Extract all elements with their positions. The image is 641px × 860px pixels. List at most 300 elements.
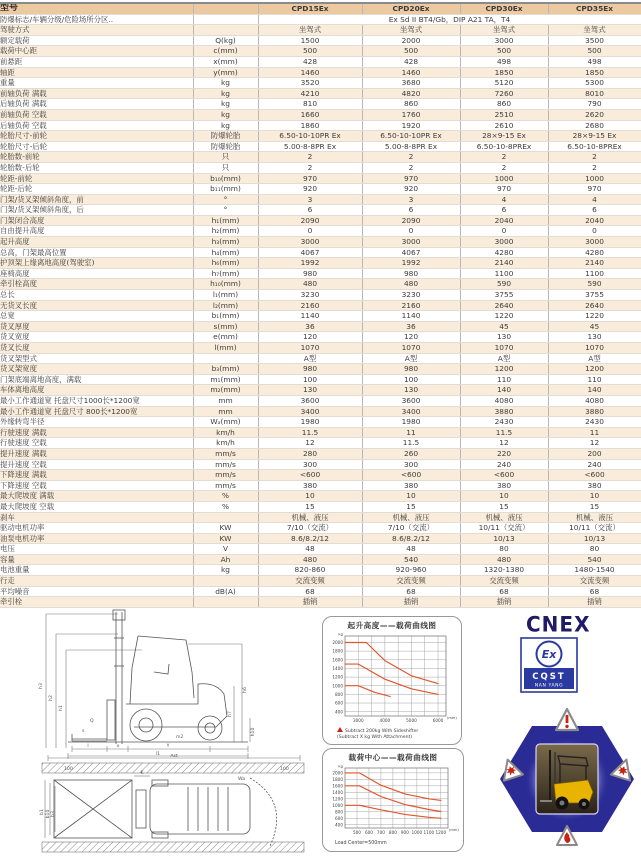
spec-value: 6 bbox=[548, 205, 641, 216]
hazard-hexagon-graphic bbox=[492, 704, 641, 854]
dim-label-s: s bbox=[82, 728, 85, 734]
spec-unit: kg bbox=[193, 78, 258, 89]
spec-value: 8010 bbox=[548, 88, 641, 99]
cqst-text: CQST bbox=[532, 671, 566, 682]
spec-value: 110 bbox=[548, 374, 641, 385]
spec-value: 500 bbox=[362, 46, 460, 57]
spec-row bbox=[0, 109, 641, 120]
spec-value: 1500 bbox=[258, 35, 362, 46]
spec-value: 5.00-8-8PR Ex bbox=[258, 141, 362, 152]
svg-text:700: 700 bbox=[376, 829, 385, 835]
spec-value: 36 bbox=[362, 321, 460, 332]
spec-value: 28×9-15 Ex bbox=[460, 131, 548, 142]
spec-value: 45 bbox=[460, 321, 548, 332]
spec-row bbox=[0, 162, 641, 173]
spec-table bbox=[0, 2, 641, 608]
spec-unit: km/h bbox=[193, 427, 258, 438]
spec-unit: mm/s bbox=[193, 459, 258, 470]
spec-value: 插销 bbox=[258, 597, 362, 608]
svg-text:1000: 1000 bbox=[332, 802, 343, 808]
model-name-cpd15ex: CPD15Ex bbox=[258, 3, 362, 14]
spec-value: 590 bbox=[548, 279, 641, 290]
spec-value: 300 bbox=[258, 459, 362, 470]
spec-value: 1460 bbox=[258, 67, 362, 78]
spec-value: 3880 bbox=[460, 406, 548, 417]
spec-value: 68 bbox=[460, 586, 548, 597]
model-name-cpd35ex: CPD35Ex bbox=[548, 3, 641, 14]
spec-value: 980 bbox=[258, 364, 362, 375]
spec-value: 插销 bbox=[548, 597, 641, 608]
spec-value: 2510 bbox=[460, 109, 548, 120]
spec-unit: Wₐ(mm) bbox=[193, 417, 258, 428]
spec-row bbox=[0, 459, 641, 470]
spec-value: 3755 bbox=[548, 290, 641, 301]
spec-value: 970 bbox=[258, 173, 362, 184]
spec-unit: Q(kg) bbox=[193, 35, 258, 46]
spec-value: 920-960 bbox=[362, 565, 460, 576]
spec-label: 后轴负荷 满载 bbox=[0, 99, 193, 110]
dim-label-h1: h1 bbox=[59, 704, 64, 711]
spec-value: 2430 bbox=[548, 417, 641, 428]
spec-value: 6 bbox=[362, 205, 460, 216]
spec-value: 机械、液压 bbox=[362, 512, 460, 523]
spec-value: 3880 bbox=[548, 406, 641, 417]
spec-label: 最小工作通道宽 托盘尺寸 800长*1200宽 bbox=[0, 406, 193, 417]
spec-unit: V bbox=[193, 544, 258, 555]
spec-value: 480 bbox=[362, 279, 460, 290]
spec-label: 前悬距 bbox=[0, 56, 193, 67]
spec-row bbox=[0, 131, 641, 142]
spec-label: 外缘转弯半径 bbox=[0, 417, 193, 428]
spec-value: 1200 bbox=[460, 364, 548, 375]
spec-label: 护顶架上缘离地高度(驾驶室) bbox=[0, 258, 193, 269]
spec-value: 1000 bbox=[548, 173, 641, 184]
spec-label: 载荷中心距 bbox=[0, 46, 193, 57]
spec-row bbox=[0, 406, 641, 417]
spec-value: 100 bbox=[258, 374, 362, 385]
spec-label: 门架/货叉架倾斜角度，前 bbox=[0, 194, 193, 205]
spec-unit bbox=[193, 576, 258, 587]
spec-unit: % bbox=[193, 491, 258, 502]
spec-label: 行走 bbox=[0, 576, 193, 587]
spec-unit: 防爆轮胎 bbox=[193, 131, 258, 142]
spec-label: 起升高度 bbox=[0, 237, 193, 248]
svg-text:600: 600 bbox=[364, 829, 373, 835]
spec-unit: kg bbox=[193, 120, 258, 131]
spec-value: 1992 bbox=[362, 258, 460, 269]
spec-value: 交流变频 bbox=[362, 576, 460, 587]
spec-unit: 防爆轮胎 bbox=[193, 141, 258, 152]
svg-text:5000: 5000 bbox=[406, 717, 417, 723]
spec-value: 3680 bbox=[362, 78, 460, 89]
spec-unit: h₄(mm) bbox=[193, 247, 258, 258]
spec-value: 3600 bbox=[258, 395, 362, 406]
spec-value: 坐驾式 bbox=[460, 25, 548, 36]
spec-value: 4067 bbox=[362, 247, 460, 258]
spec-value: 790 bbox=[548, 99, 641, 110]
svg-text:2000: 2000 bbox=[332, 770, 343, 776]
spec-value: 8.6/8.2/12 bbox=[362, 533, 460, 544]
spec-value: 2 bbox=[258, 152, 362, 163]
spec-unit: mm/s bbox=[193, 470, 258, 481]
spec-value: 0 bbox=[258, 226, 362, 237]
svg-text:1000: 1000 bbox=[332, 683, 343, 689]
spec-value: 交流变频 bbox=[258, 576, 362, 587]
spec-unit: m₁(mm) bbox=[193, 374, 258, 385]
spec-table-body bbox=[0, 14, 641, 607]
spec-unit: l₂(mm) bbox=[193, 300, 258, 311]
chart1-note-line1: Subtract 200kg With Sideshifter bbox=[345, 728, 419, 734]
spec-value: 2 bbox=[460, 162, 548, 173]
spec-value: 12 bbox=[258, 438, 362, 449]
spec-row bbox=[0, 586, 641, 597]
spec-label: 自由提升高度 bbox=[0, 226, 193, 237]
spec-unit: h₃(mm) bbox=[193, 237, 258, 248]
lift-height-load-chart-box bbox=[322, 616, 462, 745]
spec-row bbox=[0, 448, 641, 459]
spec-unit: Ah bbox=[193, 554, 258, 565]
spec-value: 6.50-10-10PR Ex bbox=[362, 131, 460, 142]
spec-value: 540 bbox=[548, 554, 641, 565]
spec-value: 机械、液压 bbox=[548, 512, 641, 523]
spec-value: <600 bbox=[258, 470, 362, 481]
spec-label: 货叉宽度 bbox=[0, 332, 193, 343]
spec-row bbox=[0, 321, 641, 332]
spec-value: 130 bbox=[258, 385, 362, 396]
svg-text:600: 600 bbox=[335, 700, 343, 706]
spec-value: 4280 bbox=[460, 247, 548, 258]
svg-text:1400: 1400 bbox=[332, 789, 343, 795]
svg-text:1800: 1800 bbox=[332, 648, 343, 654]
svg-text:(mm): (mm) bbox=[447, 715, 457, 720]
dim-label-h6: h6 bbox=[243, 686, 248, 693]
spec-value: 970 bbox=[548, 184, 641, 195]
spec-unit: dB(A) bbox=[193, 586, 258, 597]
spec-value: 3 bbox=[258, 194, 362, 205]
spec-value: 11 bbox=[548, 427, 641, 438]
spec-value: 0 bbox=[548, 226, 641, 237]
spec-value: 1220 bbox=[460, 311, 548, 322]
spec-row bbox=[0, 78, 641, 89]
spec-unit bbox=[193, 597, 258, 608]
spec-value: 130 bbox=[362, 385, 460, 396]
dim-label-b1: b1 bbox=[40, 808, 45, 815]
spec-value: 280 bbox=[258, 448, 362, 459]
spec-label: 轮距-后轮 bbox=[0, 184, 193, 195]
spec-unit: kg bbox=[193, 109, 258, 120]
spec-value: 380 bbox=[548, 480, 641, 491]
spec-value: 6.50-10-8PREx bbox=[460, 141, 548, 152]
spec-value: 1660 bbox=[258, 109, 362, 120]
nan-yang-text: NAN YANG bbox=[534, 683, 564, 689]
spec-value: 8.6/8.2/12 bbox=[258, 533, 362, 544]
spec-value: 970 bbox=[362, 173, 460, 184]
spec-value: 920 bbox=[362, 184, 460, 195]
spec-value: 3400 bbox=[258, 406, 362, 417]
spec-value: 120 bbox=[258, 332, 362, 343]
spec-value: 4210 bbox=[258, 88, 362, 99]
spec-label: 车体离地高度 bbox=[0, 385, 193, 396]
spec-unit: KW bbox=[193, 523, 258, 534]
spec-value: A型 bbox=[362, 353, 460, 364]
spec-label: 行驶速度 满载 bbox=[0, 427, 193, 438]
spec-value: 920 bbox=[258, 184, 362, 195]
svg-text:1200: 1200 bbox=[332, 796, 343, 802]
spec-label: 货叉架宽度 bbox=[0, 364, 193, 375]
spec-value: 15 bbox=[548, 501, 641, 512]
spec-unit: c(mm) bbox=[193, 46, 258, 57]
spec-value: A型 bbox=[460, 353, 548, 364]
cnex-logo: CNEX bbox=[526, 610, 591, 637]
spec-value: 10 bbox=[460, 491, 548, 502]
spec-row bbox=[0, 523, 641, 534]
spec-value: 428 bbox=[258, 56, 362, 67]
spec-label: 容量 bbox=[0, 554, 193, 565]
spec-value: 10/13 bbox=[460, 533, 548, 544]
spec-value: 6.50-10-8PREx bbox=[548, 141, 641, 152]
spec-row bbox=[0, 374, 641, 385]
unit-header-cell bbox=[193, 3, 258, 14]
spec-row bbox=[0, 438, 641, 449]
spec-value: 200 bbox=[548, 448, 641, 459]
spec-unit: 只 bbox=[193, 162, 258, 173]
spec-unit: h₁₀(mm) bbox=[193, 279, 258, 290]
spec-value: 2090 bbox=[258, 215, 362, 226]
spec-value: 1860 bbox=[258, 120, 362, 131]
spec-value: 4 bbox=[460, 194, 548, 205]
spec-row bbox=[0, 385, 641, 396]
spec-row bbox=[0, 184, 641, 195]
spec-value: 2140 bbox=[460, 258, 548, 269]
spec-span-value: Ex Sd II BT4/Gb，DIP A21 TA，T4 bbox=[258, 14, 641, 25]
spec-row bbox=[0, 141, 641, 152]
spec-row bbox=[0, 343, 641, 354]
lift-height-load-chart bbox=[325, 631, 459, 727]
spec-unit: KW bbox=[193, 533, 258, 544]
spec-unit: x(mm) bbox=[193, 56, 258, 67]
spec-value: 机械、液压 bbox=[460, 512, 548, 523]
spec-label: 总宽 bbox=[0, 311, 193, 322]
spec-value: 48 bbox=[258, 544, 362, 555]
spec-value: 5.00-8-8PR Ex bbox=[362, 141, 460, 152]
spec-row bbox=[0, 353, 641, 364]
spec-label: 门架/货叉架倾斜角度，后 bbox=[0, 205, 193, 216]
spec-label: 轴距 bbox=[0, 67, 193, 78]
spec-value: 10 bbox=[258, 491, 362, 502]
spec-row bbox=[0, 35, 641, 46]
spec-unit: mm bbox=[193, 395, 258, 406]
spec-value: 100 bbox=[362, 374, 460, 385]
dim-label-q: Q bbox=[90, 718, 94, 724]
spec-row bbox=[0, 300, 641, 311]
spec-value: 498 bbox=[548, 56, 641, 67]
spec-value: 1980 bbox=[362, 417, 460, 428]
dim-label-m2: m2 bbox=[176, 734, 184, 740]
spec-value: 1460 bbox=[362, 67, 460, 78]
spec-value: 1070 bbox=[548, 343, 641, 354]
svg-text:1200: 1200 bbox=[332, 674, 343, 680]
spec-value: 11.5 bbox=[258, 427, 362, 438]
spec-unit: kg bbox=[193, 99, 258, 110]
spec-label: 下降速度 空载 bbox=[0, 480, 193, 491]
spec-value: 540 bbox=[362, 554, 460, 565]
spec-unit: kg bbox=[193, 88, 258, 99]
dim-label-wa: Wa bbox=[238, 776, 246, 782]
dim-label-h7: h7 bbox=[228, 710, 233, 717]
spec-value: 3230 bbox=[258, 290, 362, 301]
spec-value: 2090 bbox=[362, 215, 460, 226]
spec-label: 重量 bbox=[0, 78, 193, 89]
spec-row bbox=[0, 25, 641, 36]
dim-label-100-left: 100 bbox=[64, 766, 73, 772]
svg-text:800: 800 bbox=[335, 809, 343, 815]
spec-row bbox=[0, 56, 641, 67]
spec-value: 860 bbox=[362, 99, 460, 110]
spec-value: 10/11（交流） bbox=[460, 523, 548, 534]
spec-label: 刹车 bbox=[0, 512, 193, 523]
warning-exclamation-icon bbox=[556, 709, 578, 730]
svg-text:6000: 6000 bbox=[432, 717, 444, 723]
spec-row bbox=[0, 279, 641, 290]
dim-label-x: x bbox=[116, 743, 120, 749]
spec-value: 1100 bbox=[460, 268, 548, 279]
svg-text:1800: 1800 bbox=[332, 776, 343, 782]
spec-value: 2640 bbox=[460, 300, 548, 311]
spec-value: 0 bbox=[460, 226, 548, 237]
spec-value: A型 bbox=[258, 353, 362, 364]
spec-unit: h₂(mm) bbox=[193, 226, 258, 237]
spec-value: 2430 bbox=[460, 417, 548, 428]
spec-value: 1992 bbox=[258, 258, 362, 269]
spec-value: 380 bbox=[258, 480, 362, 491]
spec-label: 防爆标志/车辆分级/危险场所分区.. bbox=[0, 14, 193, 25]
spec-value: 2000 bbox=[362, 35, 460, 46]
spec-value: 2 bbox=[362, 162, 460, 173]
spec-label: 轮胎尺寸-后轮 bbox=[0, 141, 193, 152]
spec-label: 轮胎数-后轮 bbox=[0, 162, 193, 173]
spec-value: 11.5 bbox=[362, 438, 460, 449]
spec-value: 68 bbox=[258, 586, 362, 597]
spec-row bbox=[0, 565, 641, 576]
spec-label: 牵引栓高度 bbox=[0, 279, 193, 290]
spec-value: 10 bbox=[548, 491, 641, 502]
spec-unit: b₁(mm) bbox=[193, 311, 258, 322]
spec-label: 提升速度 空载 bbox=[0, 459, 193, 470]
spec-label: 最大爬坡度 空载 bbox=[0, 501, 193, 512]
spec-value: 2620 bbox=[548, 109, 641, 120]
spec-value: 130 bbox=[460, 332, 548, 343]
svg-text:900: 900 bbox=[400, 829, 409, 835]
spec-label: 货叉长度 bbox=[0, 343, 193, 354]
spec-label: 平均噪音 bbox=[0, 586, 193, 597]
spec-value: 4080 bbox=[460, 395, 548, 406]
spec-value: 980 bbox=[258, 268, 362, 279]
svg-text:800: 800 bbox=[388, 829, 397, 835]
dim-label-y: Y bbox=[166, 743, 170, 749]
spec-value: 2160 bbox=[362, 300, 460, 311]
spec-row bbox=[0, 364, 641, 375]
dim-label-ast: Ast bbox=[170, 753, 178, 759]
spec-value: 3000 bbox=[362, 237, 460, 248]
spec-value: 3000 bbox=[460, 35, 548, 46]
spec-value: 10 bbox=[362, 491, 460, 502]
spec-value: 交流变频 bbox=[548, 576, 641, 587]
spec-value: 120 bbox=[362, 332, 460, 343]
spec-value: 1140 bbox=[362, 311, 460, 322]
chart1-note-line2: (Subtract X kg With Attachment) bbox=[337, 734, 413, 740]
spec-value: 1980 bbox=[258, 417, 362, 428]
svg-text:2000: 2000 bbox=[332, 639, 343, 645]
spec-value: 1100 bbox=[548, 268, 641, 279]
chart2-caption: Load Center=500mm bbox=[335, 840, 387, 846]
spec-value: 4 bbox=[548, 194, 641, 205]
spec-unit: b₁₀(mm) bbox=[193, 173, 258, 184]
spec-label: 电池重量 bbox=[0, 565, 193, 576]
spec-value: 240 bbox=[460, 459, 548, 470]
spec-label: 后轴负荷 空载 bbox=[0, 120, 193, 131]
dim-label-100-right: 100 bbox=[280, 766, 289, 772]
spec-value: 2 bbox=[258, 162, 362, 173]
spec-row bbox=[0, 88, 641, 99]
spec-value: 68 bbox=[362, 586, 460, 597]
spec-label: 总长 bbox=[0, 290, 193, 301]
spec-value: 2160 bbox=[258, 300, 362, 311]
spec-label: 驾驶方式 bbox=[0, 25, 193, 36]
spec-unit bbox=[193, 14, 258, 25]
spec-value: 12 bbox=[460, 438, 548, 449]
spec-unit: s(mm) bbox=[193, 321, 258, 332]
spec-unit: mm/s bbox=[193, 480, 258, 491]
spec-unit: h₆(mm) bbox=[193, 258, 258, 269]
spec-value: 590 bbox=[460, 279, 548, 290]
forklift-top-view-drawing bbox=[38, 754, 318, 858]
spec-value: 2 bbox=[548, 162, 641, 173]
spec-row bbox=[0, 501, 641, 512]
spec-value: 插销 bbox=[362, 597, 460, 608]
spec-label: 最小工作通道宽 托盘尺寸1000长*1200宽 bbox=[0, 395, 193, 406]
spec-value: 480 bbox=[258, 554, 362, 565]
svg-text:800: 800 bbox=[335, 691, 343, 697]
spec-value: 140 bbox=[548, 385, 641, 396]
spec-label: 驱动电机功率 bbox=[0, 523, 193, 534]
spec-value: 300 bbox=[362, 459, 460, 470]
spec-unit: mm/s bbox=[193, 448, 258, 459]
spec-row bbox=[0, 268, 641, 279]
spec-value: 4067 bbox=[258, 247, 362, 258]
spec-row bbox=[0, 491, 641, 502]
spec-value: 480 bbox=[460, 554, 548, 565]
spec-value: 3000 bbox=[258, 237, 362, 248]
spec-unit bbox=[193, 353, 258, 364]
spec-value: 7/10（交流） bbox=[362, 523, 460, 534]
spec-value: 6 bbox=[460, 205, 548, 216]
spec-value: 坐驾式 bbox=[258, 25, 362, 36]
svg-text:3000: 3000 bbox=[352, 717, 364, 723]
spec-value: 3400 bbox=[362, 406, 460, 417]
spec-value: 1850 bbox=[548, 67, 641, 78]
spec-value: 3500 bbox=[548, 35, 641, 46]
spec-value: A型 bbox=[548, 353, 641, 364]
spec-unit: y(mm) bbox=[193, 67, 258, 78]
spec-label: 货叉厚度 bbox=[0, 321, 193, 332]
spec-value: 插销 bbox=[460, 597, 548, 608]
svg-text:600: 600 bbox=[335, 815, 343, 821]
spec-value: 0 bbox=[362, 226, 460, 237]
spec-value: 6.50-10-10PR Ex bbox=[258, 131, 362, 142]
spec-label: 前轴负荷 空载 bbox=[0, 109, 193, 120]
spec-label: 座椅高度 bbox=[0, 268, 193, 279]
spec-row bbox=[0, 332, 641, 343]
